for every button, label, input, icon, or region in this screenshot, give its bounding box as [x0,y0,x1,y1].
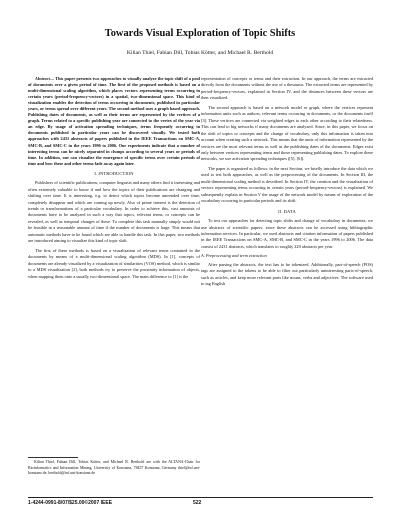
footnote-divider [28,457,78,458]
paragraph: To test our approaches for detecting topic shifts and change of vocabulary in documents, we use abstracts of scientific papers, since these abstracts can be accessed using bibliographic information services. In particular, we used abstracts and citation information of papers published in the IEEE Transactions on SMC-A, SMC-B, and SMC-C in the years 1996 to 2006. The data consist of 2431 abstracts, which translates to roughly 220 abstracts per year. [201,218,373,249]
paragraph: The second approach is based on a network model or graph, where the vertices represent information units such as authors, relevant terms occurring in documents, or the documents itself [3]. These vertices are connected via weighted edges to each other according to their relatedness. This can lead to big networks if many documents are analyzed. Since, in this paper, we focus on the shift of topics or concepts and the change of vocabulary, only this information is taken into account when creating such a network. This means that the units of information represented by the vertices are the most relevant terms as well as the publishing dates of the documents. Edges exist only between vertices representing terms and those representing publishing dates. To explore these networks, we use activation spreading techniques ([5], [6]). [201,104,373,162]
abstract-label: Abstract [35,76,50,81]
paragraph: The first of these methods is based on a visualization of relevant terms contained in the documents by means of a multi-dimensional scaling algorithm (MDS). In [1], concepts of documents are already visualized by a visualization of similarities (VOS) method, which is similar to a MDS visualization [2], both methods try to preserve the proximity information of objects, when mapping them onto a usually two-dimensional space. The main difference to [1] is the [28,247,200,279]
subsection-heading: A. Preprocessing and term extraction [201,253,267,259]
paper-title: Towards Visual Exploration of Topic Shifts [104,28,296,39]
section-heading-data: II. DATA [278,208,296,214]
paragraph: Publishers of scientific publications, computer linguists and many others find it interesting and often extremely valuable to know if and how the topics of their publications are changing and shifting over time. It is interesting, e.g. to detect which topics become untrended over time, completely disappear and which are coming up newly. Also of prime interest is the detection of trends or transformations of a particular vocabulary. In order to achieve this, vast amounts of documents have to be analyzed in such a way that topics, relevant terms, or concepts can be revealed, as well as temporal changes of these. To complete this task manually simply would not be feasible in a reasonable amount of time if the number of documents is large. This means that automatic methods have to be found which are able to handle this task. In this paper, two methods are introduced aiming to visualize this kind of topic shift. [28,180,200,244]
footer-divider [28,497,373,498]
paragraph: representation of concepts or terms and their extraction. In our approach, the terms are extracted directly from the documents without the use of a thesaurus. The extracted terms are represented by period-frequency-vectors, explained in Section IV, and the distances between these vectors are then visualized. [201,76,373,101]
isbn-footer: 1-4244-0991-8/07/$25.00©2007 IEEE [28,500,113,506]
paragraph: After parsing the abstracts, the text has to be tokenized. Additionally, part-of-speech (POS) tags are assigned to the tokens to be able to filter out particularly uninteresting parts-of-speech, such as articles, and keep more relevant parts like nouns, verbs and adjectives. The software used to tag English [201,261,373,287]
author-affiliation-footnote: Kilian Thiel, Fabian Dill, Tobias Kötter, and Michael R. Berthold are with the ALTANA-Chair for Bioinformatics and Information Mining, University of Konstanz, 78457 Konstanz, Germany thiel@inf.uni-konstanz.de, berthold@inf.uni-konstanz.de [28,460,200,476]
author-list: Kilian Thiel, Fabian Dill, Tobias Kötter, and Michael R. Berthold [126,50,274,56]
section-heading-introduction: I. INTRODUCTION [94,170,134,176]
abstract [28,76,200,167]
right-column [201,76,373,291]
paragraph: The paper is organized as follows: in the next Section, we briefly introduce the data which we used to test both approaches, as well as the preprocessing of the documents. In Section III, the multi-dimensional scaling method is described. In Section IV, the creation and the visualization of vectors representing terms occurring in certain years (period-frequency-vectors) is explained. We subsequently explain in Section V the usage of the network model by means of exploration of the vocabulary occurring in particular periods and its shift. [201,165,373,204]
abstract-text: — This paper presents two approaches to visually analyze the topic shift of a pool of documents over a given period of time. The first of the proposed methods is based on a multi-dimensional scaling algorithm, which places vectors representing terms occurring in certain years (period-frequency-vectors) in a spatial, two-dimensional space. This kind of visualization enables the detection of terms occurring in documents, published in particular years, or terms spread over different years. The second method uses a graph based approach. Publishing dates of documents, as well as their terms are represented by the vertices of a graph. Terms related to a specific publishing year are connected to the vertex of the year via an edge. By usage of activation spreading techniques, terms frequently occurring in documents published in particular years can be discovered visually. We tested both approaches with 2431 abstracts of papers published in the IEEE Transactions on SMC-A, SMC-B, and SMC-C in the years 1996 to 2006. Our experiments indicate that a number of interesting terms can be nicely separated in clumps according to several years or periods of time. In addition, one can visualize the emergence of specific terms over certain periods of time and how these and other terms fade away again later. [28,76,200,166]
page-number: 522 [193,500,202,506]
left-column [28,76,200,283]
